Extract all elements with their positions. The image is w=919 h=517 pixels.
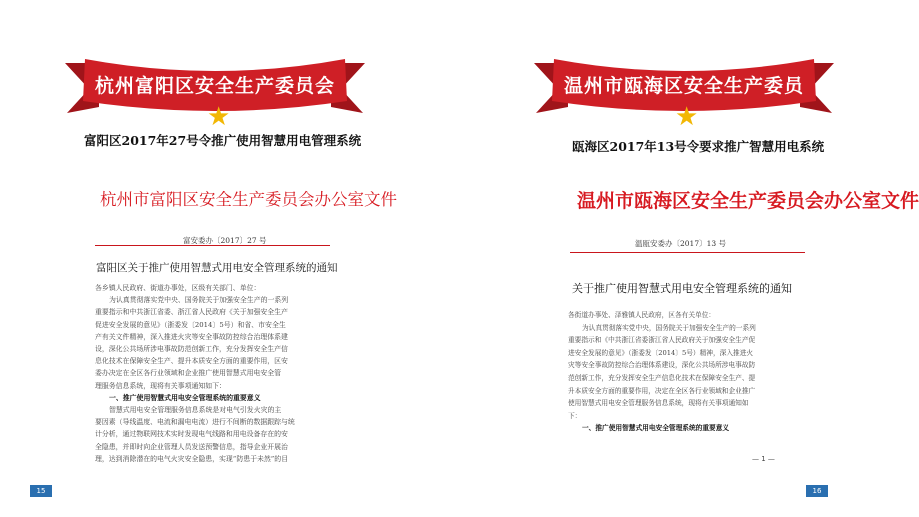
right-inner-page-number: — 1 —	[752, 455, 775, 463]
left-red-rule	[95, 245, 330, 246]
right-body-line: 升本质安全方面的重要作用，决定在全区各行业领域和企业推广	[568, 386, 756, 395]
left-banner-title: 杭州富阳区安全生产委员会	[94, 75, 335, 97]
star-icon: ★	[207, 102, 231, 132]
left-body-line: 重要指示和中共浙江省委、浙江省人民政府《关于加强安全生产	[95, 308, 288, 317]
right-doc-number: 温瓯安委办〔2017〕13 号	[635, 239, 727, 248]
left-body-line: 设，深化公共场所涉电事故防范创新工作，充分发挥安全生产信	[95, 345, 288, 354]
left-body-line: 全隐患，并即时向企业管理人员发送预警信息，指导企业开展治	[95, 442, 288, 451]
right-page	[430, 0, 919, 517]
left-doc-number: 富安委办〔2017〕27 号	[183, 236, 267, 245]
left-body-line: 促进安全发展的意见》（浙委发〔2014〕5号）和省、市安全生	[95, 320, 286, 329]
right-body-line: 进安全发展的意见》（浙委发〔2014〕5号）精神，深入推进火	[568, 348, 754, 357]
right-body-line: 重要指示和《中共浙江省委浙江省人民政府关于加强安全生产促	[568, 336, 756, 345]
right-body-line: 使用智慧式用电安全管理服务信息系统，现将有关事项通知如	[568, 399, 749, 408]
left-section-heading: 一、推广使用智慧式用电安全管理系统的重要意义	[109, 393, 261, 402]
right-red-rule	[570, 252, 805, 253]
right-body-line: 各街道办事处、泽雅镇人民政府，区各有关单位：	[568, 311, 716, 319]
left-body-line: 各乡镇人民政府、街道办事处，区级有关部门、单位：	[95, 284, 261, 292]
left-doc-header: 杭州市富阳区安全生产委员会办公室文件	[100, 190, 397, 209]
right-subtitle: 瓯海区2017年13号令要求推广智慧用电系统	[572, 139, 825, 154]
left-notice-title: 富阳区关于推广使用智慧式用电安全管理系统的通知	[96, 262, 338, 274]
right-doc-header: 温州市瓯海区安全生产委员会办公室文件	[577, 190, 919, 212]
left-body-line: 息化技术在保障安全生产、提升本质安全方面的重要作用，区安	[95, 357, 288, 366]
left-page-number: 15	[30, 485, 52, 497]
right-body-line: 范创新工作，充分发挥安全生产信息化技术在保障安全生产、提	[568, 373, 756, 382]
right-body-line: 灾等安全事故防控综合治理体系建设，深化公共场所涉电事故防	[568, 361, 756, 370]
right-banner-title: 温州市瓯海区安全生产委员	[563, 75, 804, 97]
right-notice-title: 关于推广使用智慧式用电安全管理系统的通知	[572, 282, 792, 295]
left-body-line: 智慧式用电安全管理服务信息系统是对电气引发火灾的主	[109, 406, 282, 415]
left-body	[95, 282, 295, 465]
left-body-line: 理服务信息系统，现将有关事项通知如下：	[95, 381, 226, 390]
left-body-line: 为认真贯彻落实党中央、国务院关于加强安全生产的一系列	[109, 296, 289, 305]
left-subtitle: 富阳区2017年27号令推广使用智慧用电管理系统	[84, 133, 362, 148]
right-section-heading: 一、推广使用智慧式用电安全管理系统的重要意义	[582, 424, 730, 433]
left-body-line: 计分析，通过物联网技术实时发现电气线路和用电设备存在的安	[95, 430, 288, 439]
left-body-line: 委办决定在全区各行业领域和企业推广使用智慧式用电安全管	[95, 369, 282, 378]
right-page-number: 16	[806, 485, 828, 497]
right-body	[568, 309, 756, 435]
left-body-line: 要因素（导线温度、电流和漏电电流）进行不间断的数据跟踪与统	[95, 418, 295, 427]
star-icon: ★	[675, 102, 699, 132]
left-body-line: 理，达到消除潜在的电气火灾安全隐患，实现“防患于未然”的目	[95, 454, 289, 463]
right-body-line: 为认真贯彻落实党中央，国务院关于加强安全生产的一系列	[582, 323, 756, 332]
left-body-line: 产有关文件精神，深入推进火灾等安全事故防控综合治理体系建	[95, 332, 288, 341]
left-page	[0, 0, 430, 517]
right-body-line: 下：	[568, 411, 582, 420]
